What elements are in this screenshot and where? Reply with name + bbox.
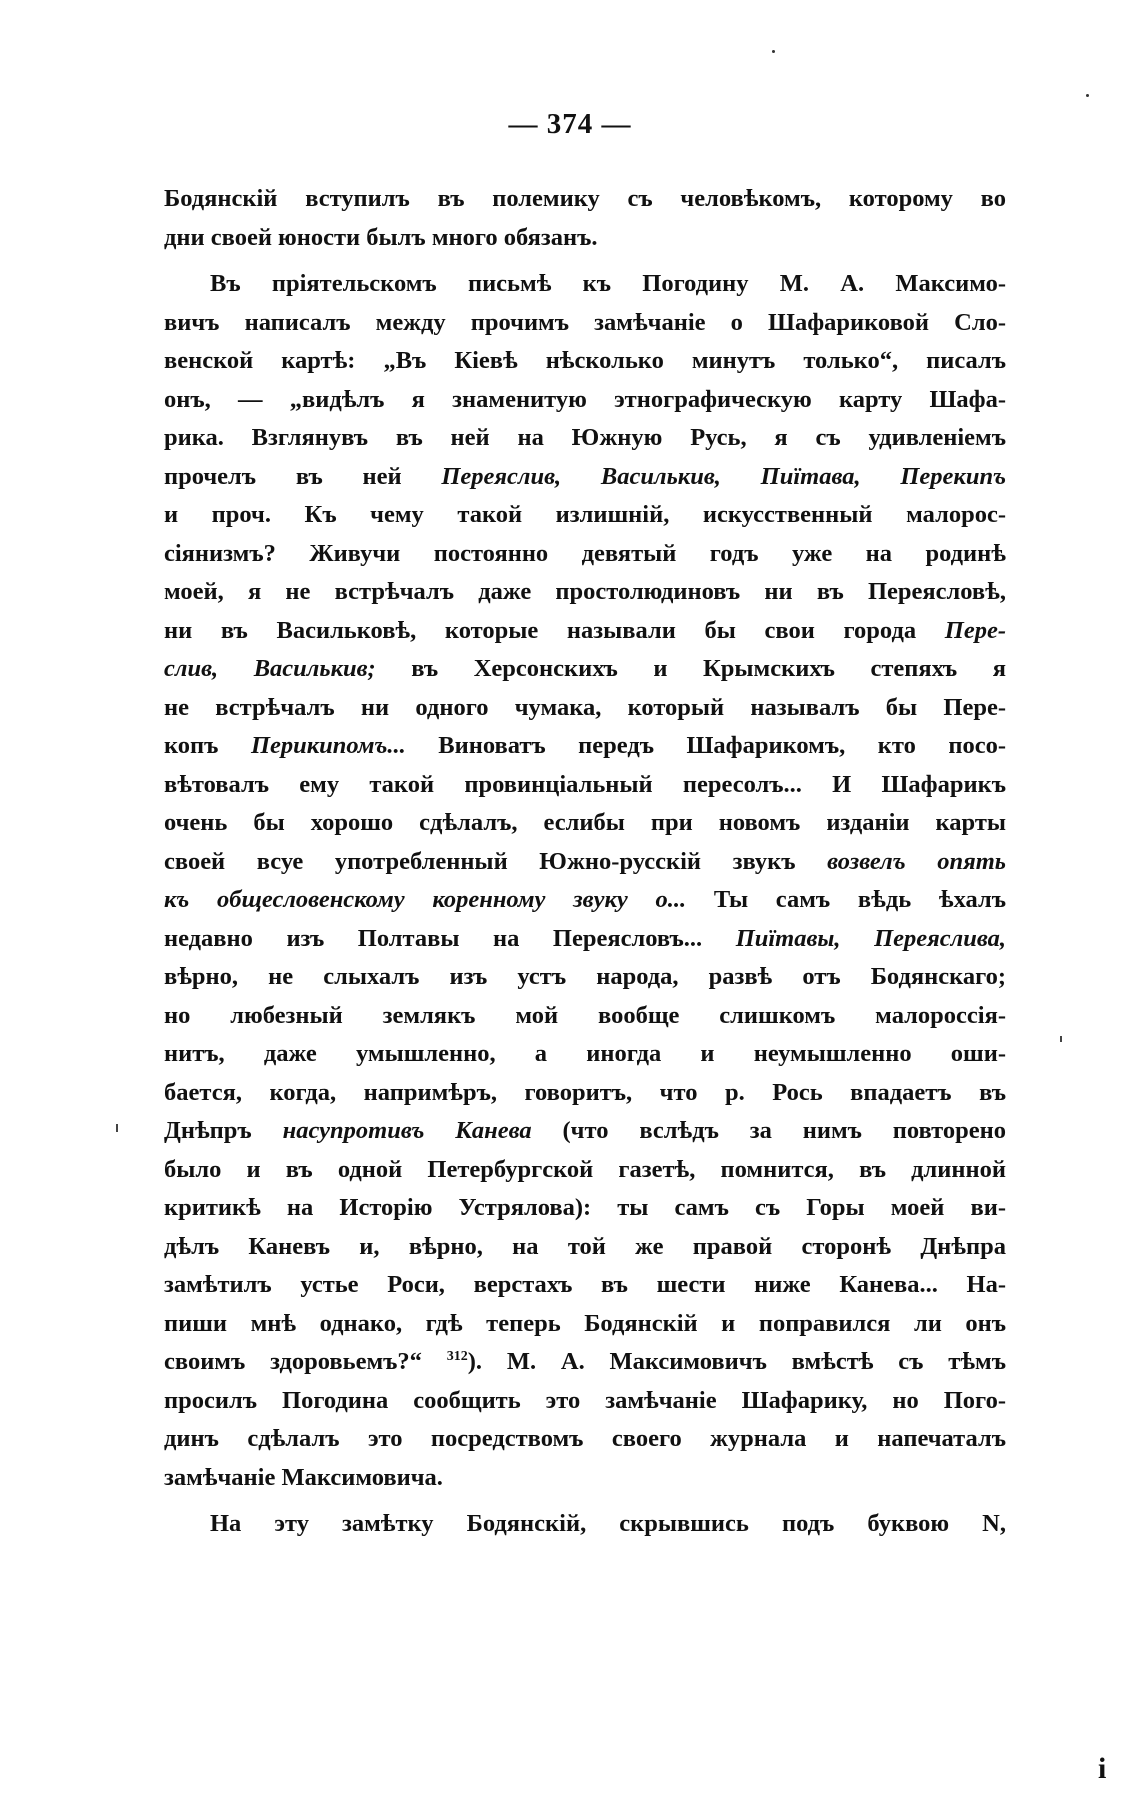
text-line: На эту замѣтку Бодянскій, скрывшись подъ буквою N, [210,1510,1006,1537]
body-text [164,180,1006,1544]
text-line: вѣрно, не слыхалъ изъ устъ народа, развѣ отъ Бодянскаго; [164,963,1006,990]
text-line: слив, Василькив; въ Херсонскихъ и Крымскихъ степяхъ я [164,655,1006,682]
corner-mark: i [1098,1752,1107,1785]
text-line: очень бы хорошо сдѣлалъ, еслибы при новомъ изданіи карты [164,809,1006,836]
text-line: но любезный землякъ мой вообще слишкомъ малороссія- [164,1001,1006,1029]
text-line: не встрѣчалъ ни одного чумака, который называлъ бы Пере- [164,693,1006,721]
text-line: и проч. Къ чему такой излишній, искусственный малорос- [164,501,1006,528]
scan-speck [772,50,775,53]
text-line: венской картѣ: „Въ Кіевѣ нѣсколько минутъ только“, писалъ [164,347,1006,374]
text-line: критикѣ на Исторію Устрялова): ты самъ съ Горы моей ви- [164,1194,1006,1221]
text-line: нитъ, даже умышленно, а иногда и неумышленно оши- [164,1040,1006,1067]
text-line: Въ пріятельскомъ письмѣ къ Погодину М. А. Максимо- [210,270,1006,297]
scan-mark [116,1124,118,1132]
text-line: замѣтилъ устье Роси, верстахъ въ шести ниже Канева... На- [164,1271,1006,1298]
scan-speck [1086,94,1089,97]
text-line: своимъ здоровьемъ?“ $^{312}$). М. А. Максимовичъ вмѣстѣ съ тѣмъ [164,1348,1006,1375]
text-line: моей, я не встрѣчалъ даже простолюдиновъ ни въ Переясловѣ, [164,578,1006,605]
text-line: сіянизмъ? Живучи постоянно девятый годъ уже на родинѣ [164,539,1006,567]
text-line: рика. Взглянувъ въ ней на Южную Русь, я съ удивленіемъ [164,424,1006,451]
text-line: вичъ написалъ между прочимъ замѣчаніе о Шафариковой Сло- [164,308,1006,336]
scan-mark [1060,1036,1062,1042]
text-line: недавно изъ Полтавы на Переясловъ... Пиїтавы, Переяслива, [164,924,1006,952]
text-line: было и въ одной Петербургской газетѣ, помнится, въ длинной [164,1155,1006,1183]
text-line: къ общесловенскому коренному звуку о... Ты самъ вѣдь ѣхалъ [164,886,1006,913]
text-line: пиши мнѣ однако, гдѣ теперь Бодянскій и поправился ли онъ [164,1309,1006,1337]
text-line: динъ сдѣлалъ это посредствомъ своего журнала и напечаталъ [164,1425,1006,1452]
text-line: дни своей юности былъ много обязанъ. [164,223,598,251]
text-line: онъ, — „видѣлъ я знаменитую этнографическую карту Шафа- [164,385,1006,413]
text-line: бается, когда, напримѣръ, говоритъ, что р. Рось впадаетъ въ [164,1078,1006,1106]
text-line: прочелъ въ ней Переяслив, Василькив, Пиїтава, Перекипъ [164,462,1006,490]
text-line: просилъ Погодина сообщить это замѣчаніе Шафарику, но Пого- [164,1386,1006,1414]
text-line: Бодянскій вступилъ въ полемику съ человѣкомъ, которому во [164,185,1006,212]
text-line: дѣлъ Каневъ и, вѣрно, на той же правой сторонѣ Днѣпра [164,1232,1006,1260]
text-line: замѣчаніе Максимовича. [164,1463,443,1491]
text-line: своей всуе употребленный Южно-русскій звукъ возвелъ опять [164,847,1006,875]
page-number: — 374 — [508,108,632,140]
text-line: ни въ Васильковѣ, которые называли бы свои города Пере- [164,616,1006,644]
text-line: копъ Перикипомъ... Виноватъ передъ Шафарикомъ, кто посо- [164,732,1006,759]
text-line: Днѣпръ насупротивъ Канева (что вслѣдъ за нимъ повторено [164,1117,1006,1144]
text-line: вѣтовалъ ему такой провинціальный пересолъ... И Шафарикъ [164,770,1006,798]
